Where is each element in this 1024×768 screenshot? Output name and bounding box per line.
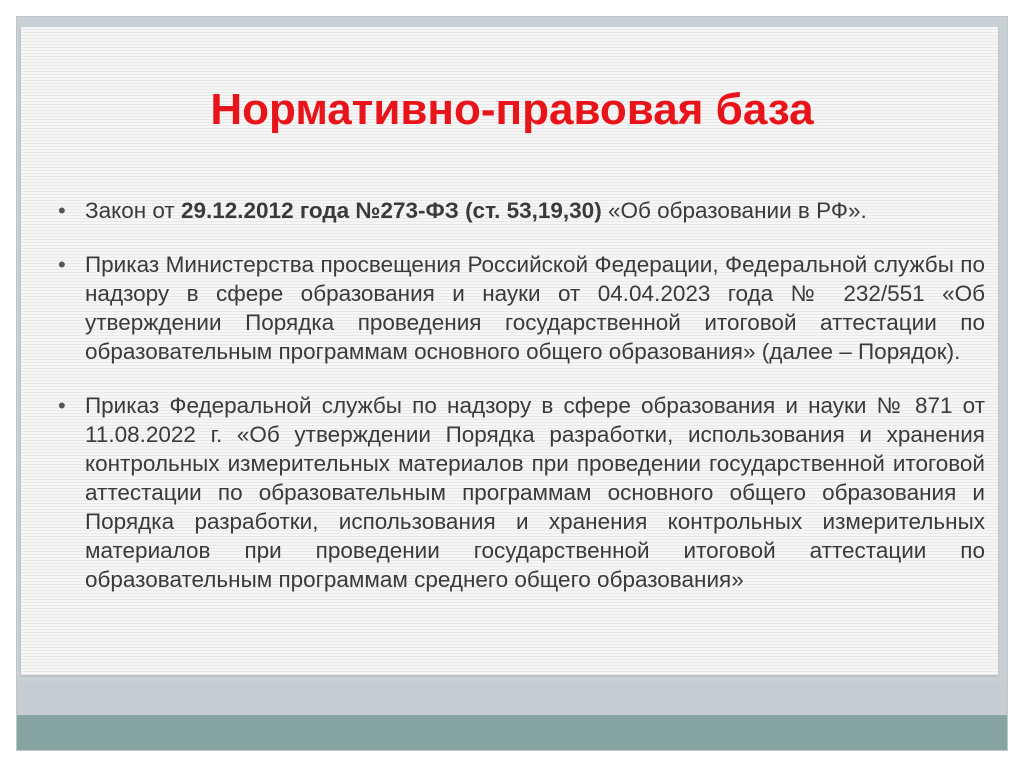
bullet-item-law [58,196,985,225]
slide-title: Нормативно-правовая база [210,85,814,134]
bullet-text: Приказ Министерства просвещения Российской Федерации, Федеральной службы по надзору в сфере образования и науки от 04.04.2023 года № 232/551 «Об утверждении Порядка проведения государственной итоговой аттестации по образовательным программам основного общего образования» (далее – Порядок). [85,252,985,364]
law-prefix: Закон от [85,198,181,223]
footer-band-light [17,681,1007,715]
bullet-item-order-232 [58,250,985,366]
bullet-icon: • [58,252,66,277]
bullet-text [85,198,867,223]
footer-band-dark [17,715,1007,750]
law-suffix: «Об образовании в РФ». [601,198,867,223]
bullet-list [58,196,985,594]
bullet-text: Приказ Федеральной службы по надзору в сфере образования и науки № 871 от 11.08.2022 г. «Об утверждении Порядка разработки, использования и хранения контрольных измерительных материалов при проведении государственной итоговой аттестации по образовательным программам основного общего образования и Порядка разработки, использования и хранения контрольных измерительных материалов при проведении государственной итоговой аттестации по образовательным программам среднего общего образования» [85,393,985,592]
bullet-icon: • [58,393,66,418]
bullet-item-order-871 [58,391,985,594]
bullet-icon: • [58,198,66,223]
law-reference: 29.12.2012 года №273-ФЗ (ст. 53,19,30) [180,198,602,223]
